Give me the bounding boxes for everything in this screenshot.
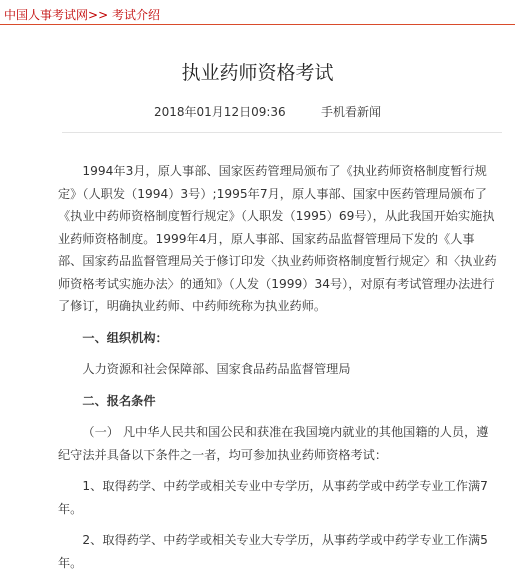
page-title: 执业药师资格考试 (181, 62, 334, 84)
header-divider (0, 24, 515, 25)
article-body (58, 160, 498, 583)
meta-divider (62, 132, 502, 133)
organization-text: 人力资源和社会保障部、国家食品药品监督管理局 (82, 362, 351, 376)
mobile-view-link[interactable]: 手机看新闻 (321, 105, 382, 119)
publish-date: 2018年01月12日09:36 (154, 105, 286, 119)
section-heading-organization: 一、组织机构： (82, 330, 168, 345)
intro-paragraph: 1994年3月，原人事部、国家医药管理局颁布了《执业药师资格制度暂行规定》（人职发（1994）3号）;1995年7月，原人事部、国家中医药管理局颁布了《执业中药师资格制度暂行规定》（人职发（1995）69号），从此我国开始实施执业药师资格制度。1999年4月，原人事部、国家药品监督管理局下发的《人事部、国家药品监督管理局关于修订印发〈执业药师资格制度暂行规定〉和〈执业药师资格考试实施办法〉的通知》（人发（1999）34号），对原有考试管理办法进行了修订，明确执业药师、中药师统称为执业药师。 (58, 164, 497, 313)
breadcrumb-section-link[interactable]: 考试介绍 (111, 8, 160, 22)
eligibility-paragraph: （一） 凡中华人民共和国公民和获准在我国境内就业的其他国籍的人员，遵纪守法并具备以下条件之一者，均可参加执业药师资格考试： (58, 425, 489, 462)
section-heading-eligibility: 二、报名条件 (82, 393, 156, 408)
breadcrumb (4, 6, 160, 23)
breadcrumb-home-link[interactable]: 中国人事考试网 (4, 8, 89, 22)
breadcrumb-separator: >> (88, 8, 109, 22)
eligibility-item-2: 2、取得药学、中药学或相关专业大专学历，从事药学或中药学专业工作满5年。 (58, 533, 488, 570)
eligibility-item-1: 1、取得药学、中药学或相关专业中专学历，从事药学或中药学专业工作满7年。 (58, 479, 488, 516)
